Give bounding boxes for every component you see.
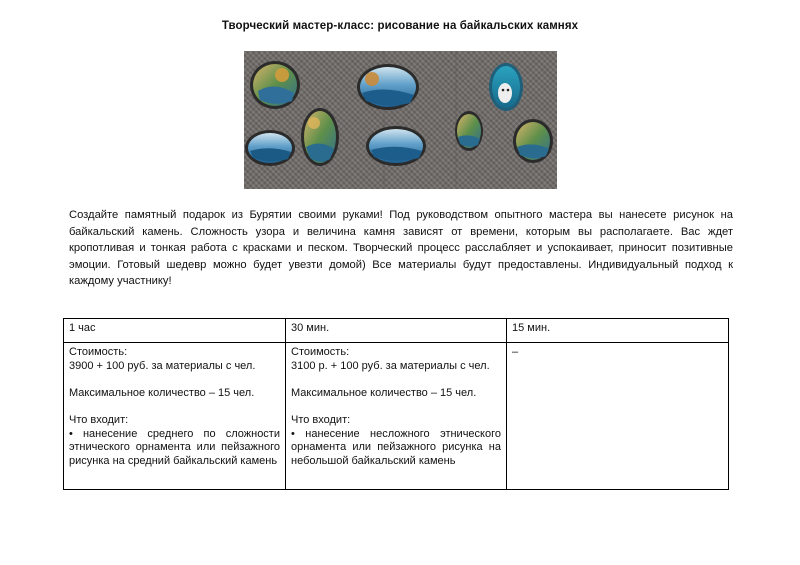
stone-4 (357, 64, 419, 110)
price-value: 3900 + 100 руб. за материалы с чел. (69, 359, 256, 372)
includes-label: Что входит: (69, 413, 129, 426)
include-text: нанесение несложного этнического орнамента или пейзажного рисунка на небольшой байкальский камень (291, 427, 501, 467)
include-item (291, 428, 501, 469)
price-value: 3100 р. + 100 руб. за материалы с чел. (291, 359, 490, 372)
stone-7 (489, 63, 523, 111)
duration-cell: 15 мин. (507, 319, 729, 343)
page-title: Творческий мастер-класс: рисование на байкальских камнях (221, 20, 579, 32)
painted-stones-illustration (244, 51, 557, 189)
stone-5 (366, 126, 426, 166)
stone-3 (301, 108, 339, 166)
stone-2 (245, 130, 295, 166)
duration-cell: 30 мин. (286, 319, 507, 343)
price-label: Стоимость: (69, 346, 128, 358)
details-cell (286, 343, 507, 490)
duration-row (64, 319, 729, 343)
empty-dash: – (512, 346, 519, 358)
details-row (64, 343, 729, 490)
max-participants: Максимальное количество – 15 чел. (291, 386, 477, 399)
details-cell (64, 343, 286, 490)
max-participants: Максимальное количество – 15 чел. (69, 386, 255, 399)
stone-1 (250, 61, 300, 109)
stone-6 (455, 111, 483, 151)
bullet-icon: • (69, 427, 73, 440)
stones-photo (244, 51, 557, 189)
description-paragraph: Создайте памятный подарок из Бурятии своими руками! Под руководством опытного мастера вы нанесете рисунок на байкальский камень. Сложность узора и величина камня зависят от времени, которым вы располагаете. Вас ждет кропотливая и тонкая работа с красками и песком. Творческий процесс расслабляет и успокаивает, приносит позитивные эмоции. Готовый шедевр можно будет увезти домой) Все материалы будут предоставлены. Индивидуальный подход к каждому участнику! (69, 209, 733, 287)
include-text: нанесение среднего по сложности этнического орнамента или пейзажного рисунка на средний байкальский камень (69, 427, 280, 467)
duration-cell: 1 час (64, 319, 286, 343)
include-item (69, 428, 280, 469)
includes-label: Что входит: (291, 413, 351, 426)
pricing-table (63, 318, 729, 490)
bullet-icon: • (291, 427, 295, 440)
stone-8 (513, 119, 553, 163)
price-label: Стоимость: (291, 346, 350, 358)
details-cell (507, 343, 729, 490)
